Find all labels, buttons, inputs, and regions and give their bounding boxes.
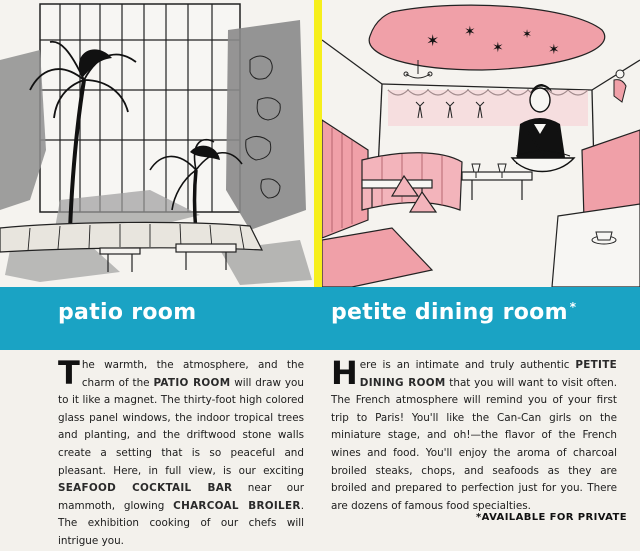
patio-room-title: patio room — [58, 300, 197, 325]
title-asterisk: * — [569, 300, 577, 314]
patio-room-illustration — [0, 0, 314, 287]
petite-dining-room-illustration — [322, 0, 640, 287]
body-text: will draw you to it like a magnet. The thirty-foot high colored glass panel windows, the indoor tropical trees and planting, and the driftwood stone walls create a setting that is so peaceful and pleasant. Here, in full view, is our exciting — [58, 376, 304, 477]
petite-dining-room-name: PETITE DINING ROOM — [359, 359, 617, 389]
body-text: that you will want to visit often. The French atmosphere will remind you of your first trip to Paris! You'll like the Can-Can girls on the miniature stage, and oh!—the flavor of the French wines and food. You'll enjoy the aroma of charcoal broiled steaks, chops, and seafoods as they are broiled and prepared to perfection just for you. There are dozens of famous food specialties. — [331, 376, 617, 512]
petite-dining-drawing — [322, 0, 640, 287]
petite-dining-room-description — [331, 354, 617, 515]
patio-room-description — [58, 354, 304, 551]
dropcap-h: H — [331, 354, 358, 392]
yellow-divider — [314, 0, 322, 287]
svg-text:✶: ✶ — [426, 31, 440, 50]
body-text: near our mammoth, glowing — [58, 482, 304, 512]
patio-room-name: PATIO ROOM — [153, 376, 231, 389]
svg-text:✶: ✶ — [548, 42, 560, 58]
svg-text:✶: ✶ — [464, 24, 476, 40]
body-text: ere is an intimate and truly authentic — [359, 359, 576, 371]
body-text: . The exhibition cooking of our chefs will intrigue you. — [58, 499, 304, 547]
body-text: he warmth, the atmosphere, and the charm of the — [81, 359, 304, 389]
seafood-bar-name: SEAFOOD COCKTAIL BAR — [58, 482, 233, 495]
svg-text:✶: ✶ — [522, 27, 533, 41]
dropcap-t: T — [58, 354, 80, 392]
patio-room-drawing — [0, 0, 314, 287]
private-availability-footnote: *AVAILABLE FOR PRIVATE — [476, 512, 627, 523]
svg-text:✶: ✶ — [492, 40, 504, 56]
charcoal-broiler-name: CHARCOAL BROILER — [173, 499, 301, 512]
petite-dining-room-title: petite dining room * — [331, 300, 577, 325]
